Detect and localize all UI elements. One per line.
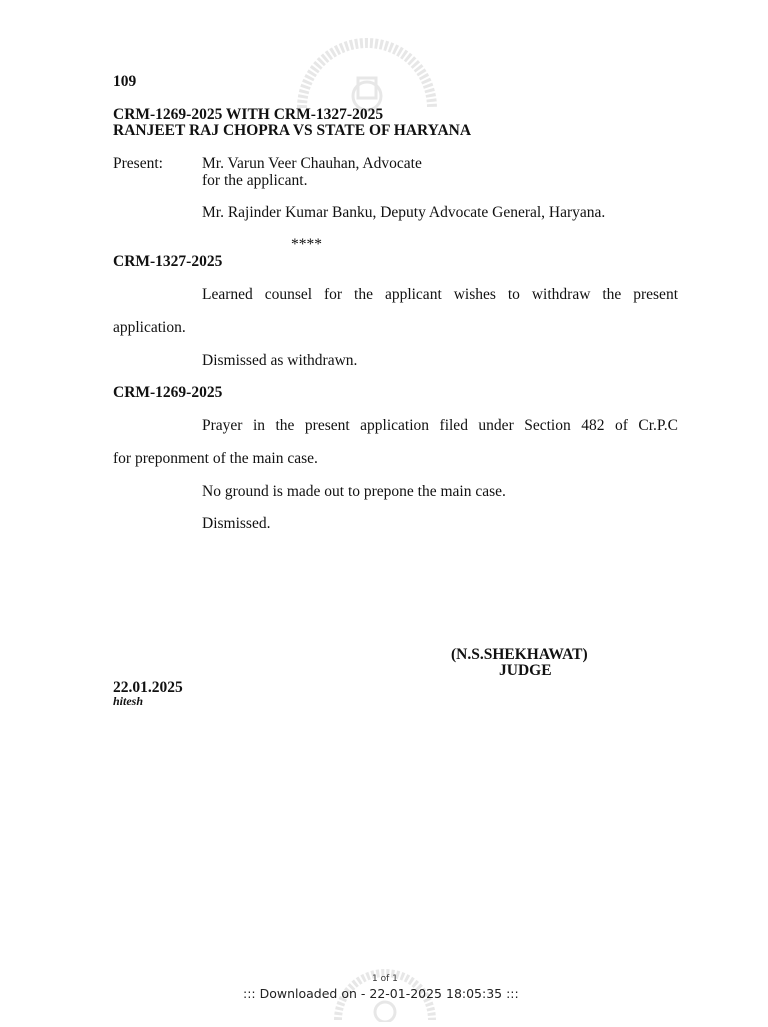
paragraph-withdraw-line2: application. <box>113 319 186 336</box>
present-label: Present: <box>113 155 163 172</box>
judge-name: (N.S.SHEKHAWAT) <box>451 646 588 663</box>
order-date: 22.01.2025 <box>113 679 183 696</box>
counsel-applicant-role: for the applicant. <box>202 172 308 189</box>
paragraph-prayer-line1: Prayer in the present application filed under Section 482 of Cr.P.C <box>202 417 678 434</box>
typist-initials: hitesh <box>113 694 144 708</box>
case-heading: CRM-1269-2025 WITH CRM-1327-2025 <box>113 106 384 123</box>
counsel-state: Mr. Rajinder Kumar Banku, Deputy Advocate General, Haryana. <box>202 204 606 221</box>
page-indicator: 1 of 1 <box>372 974 398 984</box>
section-heading-crm-1269: CRM-1269-2025 <box>113 384 223 401</box>
paragraph-withdraw-line1: Learned counsel for the applicant wishes to withdraw the present <box>202 286 678 303</box>
paragraph-prayer-line2: for preponment of the main case. <box>113 450 318 467</box>
paragraph-dismissed: Dismissed. <box>202 515 271 532</box>
section-heading-crm-1327: CRM-1327-2025 <box>113 253 223 270</box>
item-number: 109 <box>113 73 137 90</box>
judge-title: JUDGE <box>499 662 552 679</box>
paragraph-dismissed-withdrawn: Dismissed as withdrawn. <box>202 352 358 369</box>
paragraph-no-ground: No ground is made out to prepone the main case. <box>202 483 506 500</box>
counsel-applicant: Mr. Varun Veer Chauhan, Advocate <box>202 155 422 172</box>
separator: **** <box>291 236 322 253</box>
download-stamp: ::: Downloaded on - 22-01-2025 18:05:35 ::: <box>243 986 519 1001</box>
parties-heading: RANJEET RAJ CHOPRA VS STATE OF HARYANA <box>113 122 472 139</box>
